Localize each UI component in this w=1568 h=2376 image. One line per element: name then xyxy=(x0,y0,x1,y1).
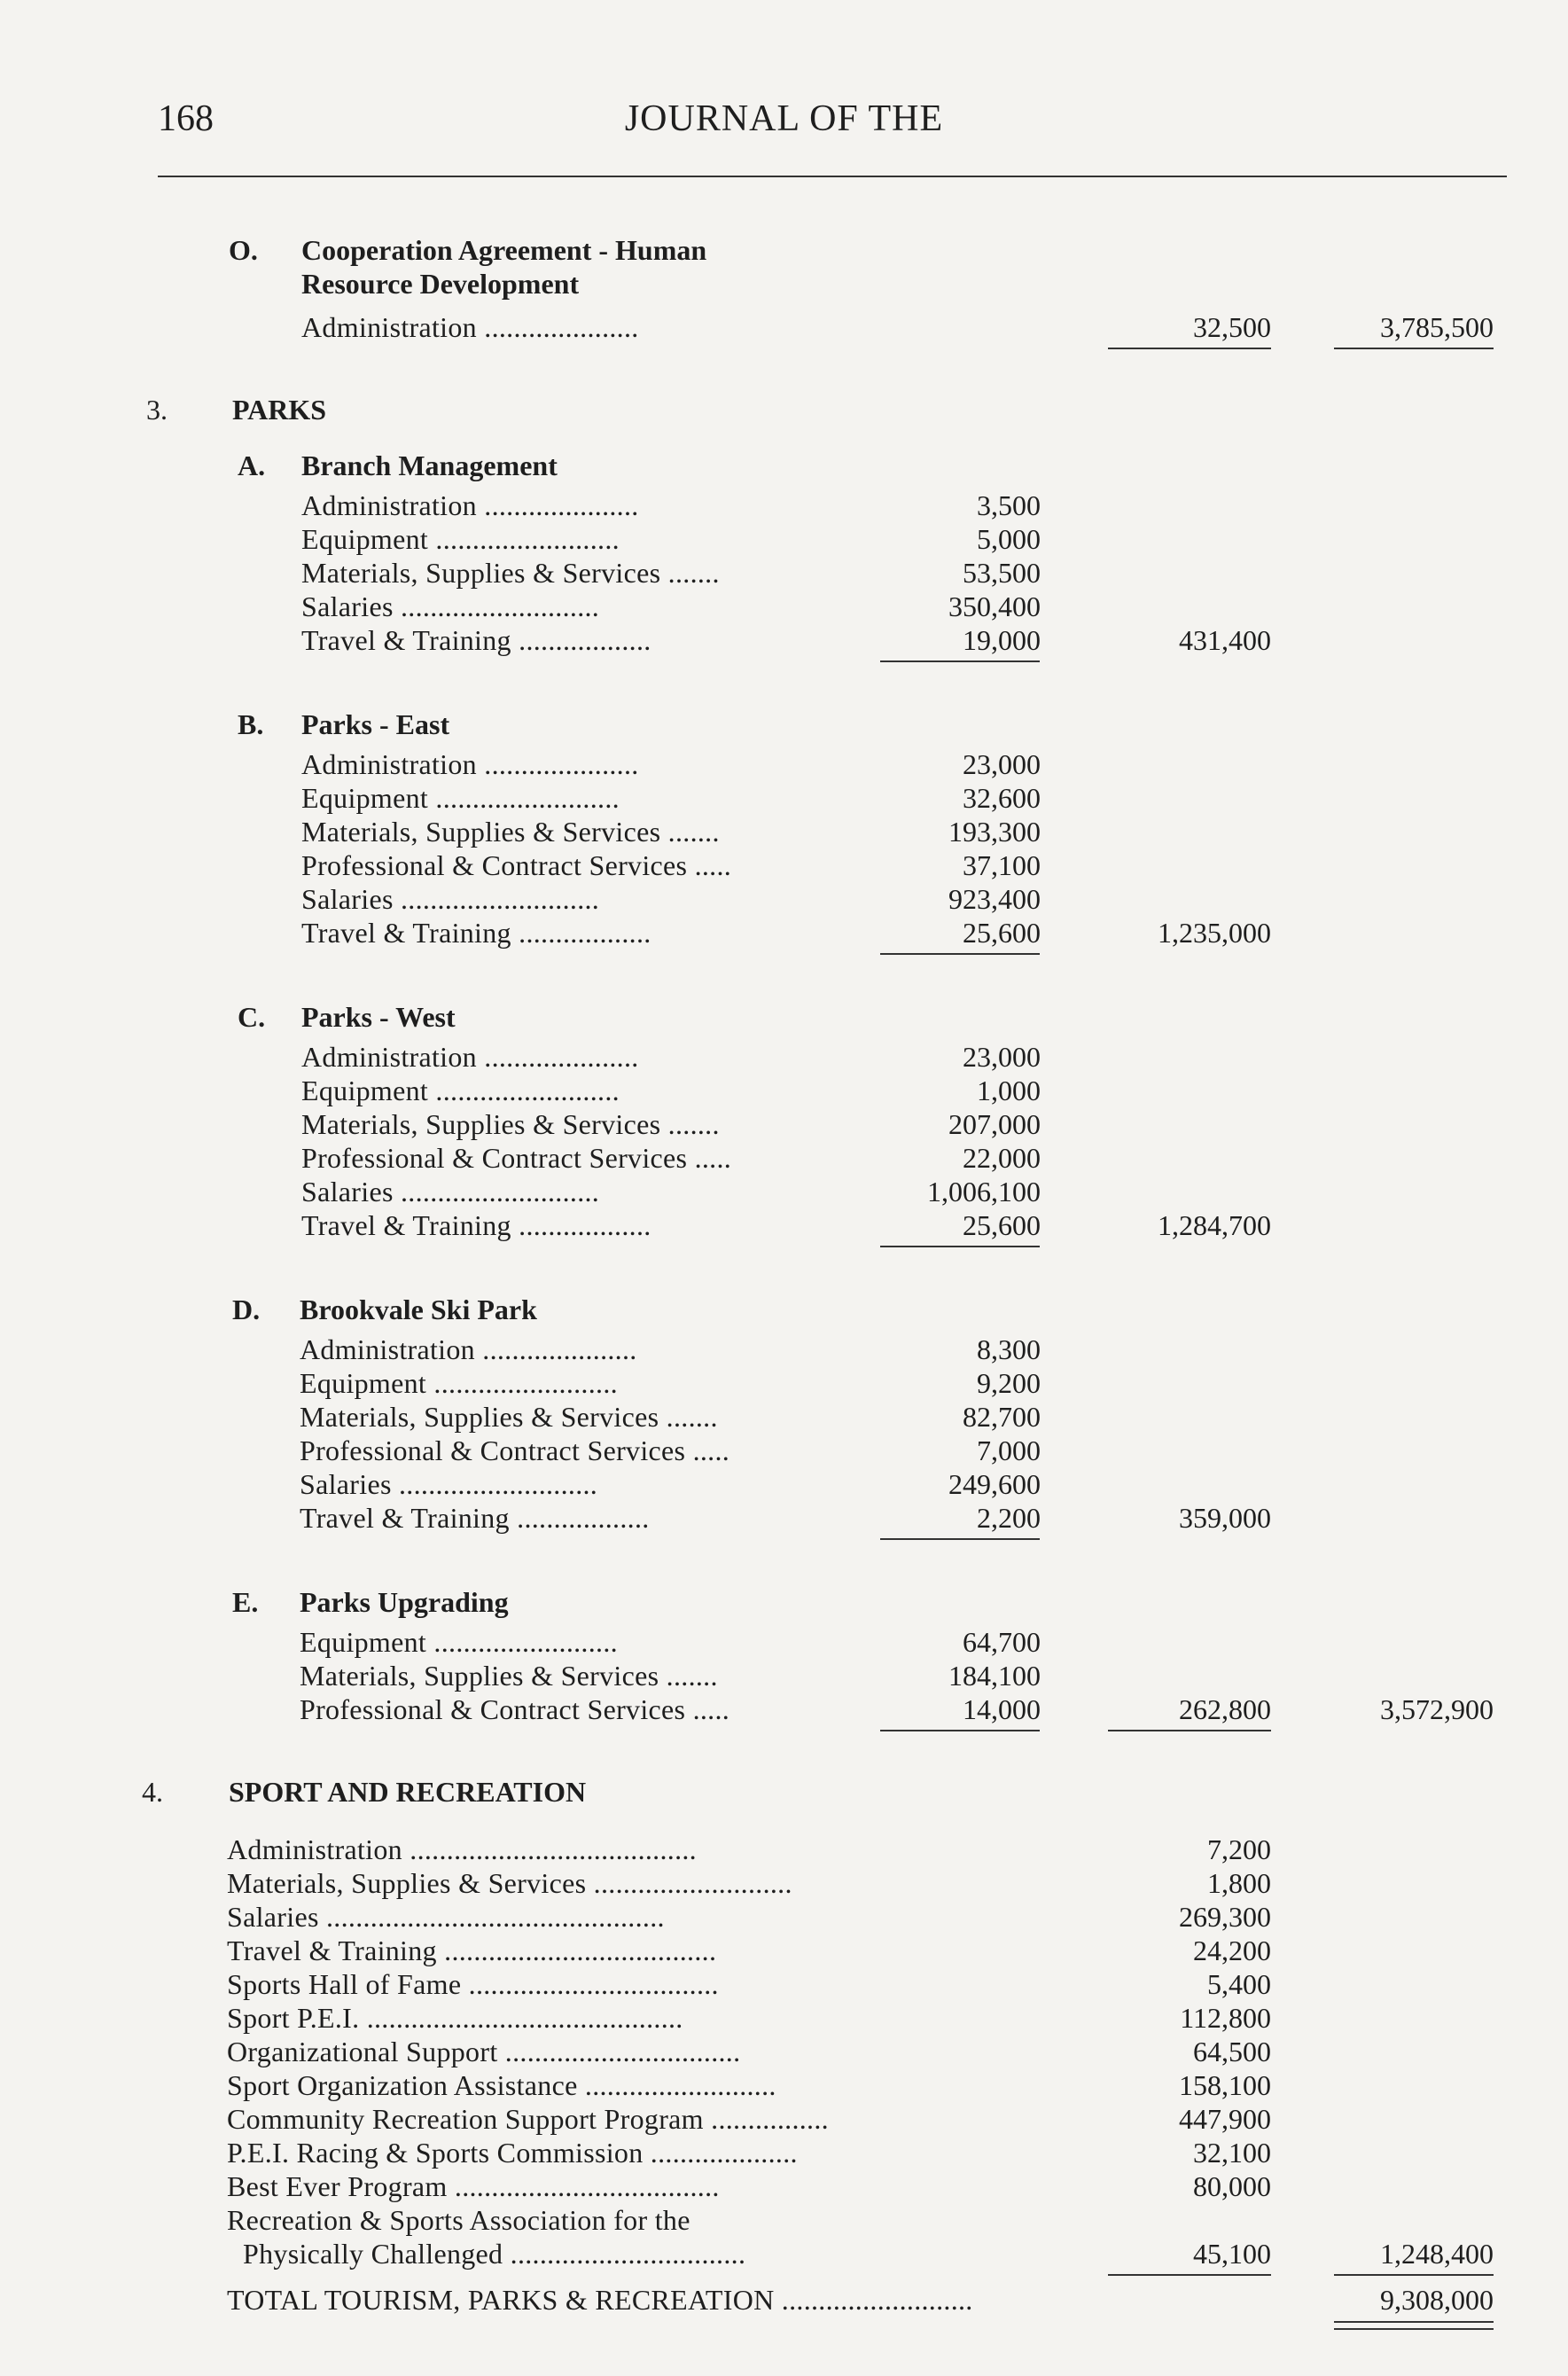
line-item-amount: 37,100 xyxy=(963,849,1041,881)
double-underline xyxy=(1334,2328,1494,2330)
line-item-amount: 923,400 xyxy=(948,883,1041,915)
sport-line-label: Administration ....................................... xyxy=(227,1833,697,1865)
line-item-label: Travel & Training .................. xyxy=(300,1502,650,1534)
underline xyxy=(880,1538,1040,1540)
underline xyxy=(1334,348,1494,349)
grand-total-amount: 9,308,000 xyxy=(1380,2284,1494,2316)
parks-number: 3. xyxy=(146,394,168,426)
line-item-label: Materials, Supplies & Services ....... xyxy=(301,557,720,589)
line-item-label: Administration ..................... xyxy=(300,1333,637,1365)
line-item-amount: 5,000 xyxy=(977,523,1041,555)
underline xyxy=(1108,348,1271,349)
line-item-amount: 32,600 xyxy=(963,782,1041,814)
sport-line-label: P.E.I. Racing & Sports Commission .................... xyxy=(227,2137,798,2169)
line-item-label: Travel & Training .................. xyxy=(301,1209,651,1241)
grand-total-label: TOTAL TOURISM, PARKS & RECREATION .......................... xyxy=(227,2284,973,2316)
sport-line-label: Travel & Training ..................................... xyxy=(227,1934,717,1966)
line-item-amount: 1,000 xyxy=(977,1075,1041,1106)
line-item-label: Materials, Supplies & Services ....... xyxy=(300,1401,718,1433)
subsection-subtotal: 262,800 xyxy=(1179,1693,1271,1725)
line-item-amount: 7,000 xyxy=(977,1434,1041,1466)
sport-line-amount: 447,900 xyxy=(1179,2103,1271,2135)
line-item-label: Equipment ......................... xyxy=(301,1075,620,1106)
sport-line-label: Materials, Supplies & Services ........................... xyxy=(227,1867,792,1899)
sport-line-amount: 112,800 xyxy=(1180,2002,1271,2034)
line-item-label: Professional & Contract Services ..... xyxy=(300,1693,730,1725)
line-item-amount: 53,500 xyxy=(963,557,1041,589)
line-item-label: Equipment ......................... xyxy=(301,523,620,555)
line-item-label: Professional & Contract Services ..... xyxy=(300,1434,730,1466)
sport-line-label: Sport P.E.I. ........................................... xyxy=(227,2002,683,2034)
subsection-label: C. xyxy=(238,1001,266,1033)
subsection-title: Branch Management xyxy=(301,449,558,481)
line-item-amount: 25,600 xyxy=(963,1209,1041,1241)
sport-line-amount: 5,400 xyxy=(1207,1968,1271,2000)
subsection-label: D. xyxy=(232,1294,261,1325)
sport-line-label: Organizational Support ................................ xyxy=(227,2036,741,2067)
sport-line-label: Best Ever Program .................................... xyxy=(227,2170,720,2202)
subsection-label: E. xyxy=(232,1586,259,1618)
line-item-label: Travel & Training .................. xyxy=(301,624,651,656)
header-rule xyxy=(158,176,1507,177)
subsection-subtotal: 1,235,000 xyxy=(1158,917,1271,949)
page-number: 168 xyxy=(158,98,214,139)
section-o-title-line1: Cooperation Agreement - Human xyxy=(301,234,707,266)
line-item-amount: 350,400 xyxy=(948,590,1041,622)
underline xyxy=(1108,1730,1271,1731)
line-item-amount: 193,300 xyxy=(948,816,1041,848)
subsection-subtotal: 431,400 xyxy=(1179,624,1271,656)
line-item-amount: 184,100 xyxy=(948,1660,1041,1692)
line-item-amount: 3,500 xyxy=(977,489,1041,521)
line-item-amount: 9,200 xyxy=(977,1367,1041,1399)
line-item-label: Travel & Training .................. xyxy=(301,917,651,949)
line-item-label: Equipment ......................... xyxy=(300,1367,618,1399)
line-item-amount: 249,600 xyxy=(948,1468,1041,1500)
line-item-label: Salaries ........................... xyxy=(301,1176,600,1208)
parks-title: PARKS xyxy=(232,394,327,426)
sport-line-label: Community Recreation Support Program ................ xyxy=(227,2103,829,2135)
double-underline xyxy=(1334,2321,1494,2323)
subsection-title: Brookvale Ski Park xyxy=(300,1294,537,1325)
underline xyxy=(1108,2274,1271,2276)
line-item-amount: 2,200 xyxy=(977,1502,1041,1534)
line-item-amount: 207,000 xyxy=(948,1108,1041,1140)
line-item-amount: 25,600 xyxy=(963,917,1041,949)
sport-total: 1,248,400 xyxy=(1380,2238,1494,2270)
section-o-label: O. xyxy=(229,234,258,266)
subsection-subtotal: 1,284,700 xyxy=(1158,1209,1271,1241)
line-item-amount: 64,700 xyxy=(963,1626,1041,1658)
line-item-label: Professional & Contract Services ..... xyxy=(301,849,732,881)
sport-line-amount: 64,500 xyxy=(1193,2036,1271,2067)
line-item-amount: 22,000 xyxy=(963,1142,1041,1174)
line-item-label: Materials, Supplies & Services ....... xyxy=(301,1108,720,1140)
section-o-subtotal: 32,500 xyxy=(1193,311,1271,343)
line-item-amount: 82,700 xyxy=(963,1401,1041,1433)
section-o-line: Administration ..................... xyxy=(301,311,639,343)
sport-last-amount: 45,100 xyxy=(1193,2238,1271,2270)
line-item-label: Administration ..................... xyxy=(301,1041,639,1073)
line-item-label: Administration ..................... xyxy=(301,748,639,780)
subsection-subtotal: 359,000 xyxy=(1179,1502,1271,1534)
underline xyxy=(1334,2274,1494,2276)
line-item-amount: 23,000 xyxy=(963,1041,1041,1073)
subsection-title: Parks - West xyxy=(301,1001,456,1033)
sport-line-amount: 269,300 xyxy=(1179,1901,1271,1933)
sport-title: SPORT AND RECREATION xyxy=(229,1776,587,1808)
sport-number: 4. xyxy=(142,1776,163,1808)
subsection-label: A. xyxy=(238,449,266,481)
line-item-label: Materials, Supplies & Services ....... xyxy=(300,1660,718,1692)
subsection-title: Parks - East xyxy=(301,708,450,740)
running-head: JOURNAL OF THE xyxy=(624,98,944,139)
sport-line-amount: 158,100 xyxy=(1179,2069,1271,2101)
underline xyxy=(880,660,1040,662)
line-item-label: Salaries ........................... xyxy=(301,590,600,622)
line-item-amount: 8,300 xyxy=(977,1333,1041,1365)
subsection-title: Parks Upgrading xyxy=(300,1586,509,1618)
sport-line-amount: 7,200 xyxy=(1207,1833,1271,1865)
sport-line-label: Sport Organization Assistance .......................... xyxy=(227,2069,776,2101)
underline xyxy=(880,953,1040,955)
line-item-label: Salaries ........................... xyxy=(300,1468,598,1500)
section-o-total: 3,785,500 xyxy=(1380,311,1494,343)
sport-line-amount: 1,800 xyxy=(1207,1867,1271,1899)
line-item-label: Materials, Supplies & Services ....... xyxy=(301,816,720,848)
line-item-label: Salaries ........................... xyxy=(301,883,600,915)
line-item-amount: 14,000 xyxy=(963,1693,1041,1725)
line-item-label: Professional & Contract Services ..... xyxy=(301,1142,732,1174)
line-item-label: Administration ..................... xyxy=(301,489,639,521)
sport-line-amount: 24,200 xyxy=(1193,1934,1271,1966)
sport-line-label: Sports Hall of Fame .................................. xyxy=(227,1968,719,2000)
line-item-amount: 19,000 xyxy=(963,624,1041,656)
line-item-label: Equipment ......................... xyxy=(300,1626,618,1658)
sport-last-line1: Recreation & Sports Association for the xyxy=(227,2204,690,2236)
sport-line-label: Salaries .............................................. xyxy=(227,1901,665,1933)
sport-line-amount: 80,000 xyxy=(1193,2170,1271,2202)
sport-line-amount: 32,100 xyxy=(1193,2137,1271,2169)
line-item-label: Equipment ......................... xyxy=(301,782,620,814)
sport-last-line2: Physically Challenged ................................ xyxy=(243,2238,746,2270)
underline xyxy=(880,1246,1040,1247)
parks-total: 3,572,900 xyxy=(1380,1693,1494,1725)
subsection-label: B. xyxy=(238,708,264,740)
section-o-title-line2: Resource Development xyxy=(301,268,580,300)
underline xyxy=(880,1730,1040,1731)
line-item-amount: 1,006,100 xyxy=(927,1176,1041,1208)
line-item-amount: 23,000 xyxy=(963,748,1041,780)
